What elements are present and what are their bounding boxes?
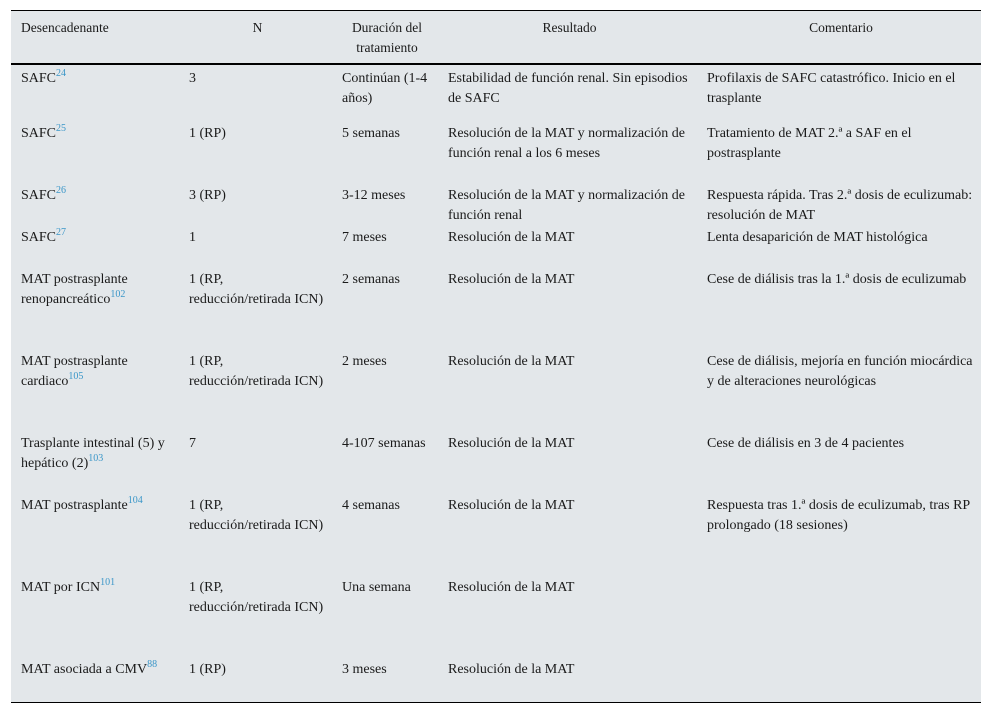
reference-link[interactable]: 26 [56, 186, 67, 196]
cell-trigger [11, 496, 179, 578]
trigger-text: SAFC [21, 126, 57, 141]
cell-duration: Continúan (1-4 años) [342, 71, 428, 106]
table-row [11, 228, 981, 270]
cell-result: Estabilidad de función renal. Sin episodios de SAFC [448, 71, 688, 106]
eculizumab-treatment-table [11, 10, 981, 703]
reference-link[interactable]: 25 [56, 124, 67, 134]
cell-duration: 4 semanas [342, 498, 400, 513]
cell-comment: Cese de diálisis en 3 de 4 pacientes [707, 436, 905, 451]
cell-result: Resolución de la MAT y normalización de función renal [448, 188, 685, 223]
cell-n: 1 (RP) [189, 662, 226, 677]
cell-trigger [11, 228, 179, 270]
trigger-text: SAFC [21, 188, 57, 203]
cell-trigger [11, 64, 179, 124]
cell-comment [697, 578, 981, 660]
cell-trigger [11, 352, 179, 434]
trigger-text: MAT asociada a CMV [21, 662, 148, 677]
cell-duration: 7 meses [342, 230, 387, 245]
cell-result: Resolución de la MAT [448, 580, 575, 595]
cell-n: 1 (RP) [189, 126, 226, 141]
reference-link[interactable]: 103 [88, 453, 104, 464]
table-row [11, 352, 981, 434]
reference-link[interactable]: 105 [68, 371, 84, 382]
cell-duration: 2 meses [342, 354, 387, 369]
cell-comment: Cese de diálisis, mejoría en función miocárdica y de alteraciones neurológicas [707, 354, 973, 389]
cell-result: Resolución de la MAT y normalización de función renal a los 6 meses [448, 126, 685, 161]
cell-result: Resolución de la MAT [448, 272, 575, 287]
cell-n: 1 (RP, reducción/retirada ICN) [189, 580, 324, 615]
header-row [11, 11, 981, 64]
trigger-text: SAFC [21, 71, 57, 86]
cell-comment: Cese de diálisis tras la 1.ª dosis de eculizumab [707, 272, 967, 287]
table-body [11, 64, 981, 702]
table-header [11, 11, 981, 64]
trigger-text: SAFC [21, 230, 57, 245]
cell-duration: 3-12 meses [342, 188, 406, 203]
cell-n: 1 (RP, reducción/retirada ICN) [189, 498, 324, 533]
reference-link[interactable]: 24 [56, 68, 67, 79]
cell-comment: Respuesta rápida. Tras 2.ª dosis de eculizumab: resolución de MAT [707, 188, 973, 223]
cell-n: 7 [189, 436, 196, 451]
cell-trigger [11, 660, 179, 702]
cell-result: Resolución de la MAT [448, 354, 575, 369]
cell-comment: Respuesta tras 1.ª dosis de eculizumab, tras RP prolongado (18 sesiones) [707, 498, 970, 533]
table-row [11, 186, 981, 228]
table-row [11, 124, 981, 186]
cell-comment: Lenta desaparición de MAT histológica [707, 230, 928, 245]
cell-result: Resolución de la MAT [448, 662, 575, 677]
trigger-text: MAT postrasplante renopancreático [21, 272, 128, 307]
table-row [11, 578, 981, 660]
table-row [11, 660, 981, 702]
cell-result: Resolución de la MAT [448, 436, 575, 451]
trigger-text: MAT por ICN [21, 580, 101, 595]
cell-duration: 2 semanas [342, 272, 400, 287]
trigger-text: MAT postrasplante cardiaco [21, 354, 128, 389]
reference-link[interactable]: 88 [147, 660, 158, 670]
cell-comment: Profilaxis de SAFC catastrófico. Inicio en el trasplante [707, 71, 956, 106]
header-comment: Comentario [697, 11, 981, 64]
cell-comment [697, 660, 981, 702]
header-n: N [179, 11, 332, 64]
cell-trigger [11, 186, 179, 228]
cell-trigger [11, 434, 179, 496]
cell-duration: Una semana [342, 580, 411, 595]
cell-duration: 4-107 semanas [342, 436, 426, 451]
cell-trigger [11, 578, 179, 660]
header-trigger: Desencadenante [11, 11, 179, 64]
reference-link[interactable]: 102 [110, 289, 126, 300]
table-row [11, 64, 981, 124]
trigger-text: Trasplante intestinal (5) y hepático (2) [21, 436, 165, 471]
table-row [11, 434, 981, 496]
cell-trigger [11, 270, 179, 352]
cell-result: Resolución de la MAT [448, 498, 575, 513]
cell-n: 3 [189, 71, 196, 86]
trigger-text: MAT postrasplante [21, 498, 128, 513]
reference-link[interactable]: 104 [127, 496, 143, 506]
cell-result: Resolución de la MAT [448, 230, 575, 245]
cell-duration: 3 meses [342, 662, 387, 677]
cell-duration: 5 semanas [342, 126, 400, 141]
cell-n: 1 (RP, reducción/retirada ICN) [189, 354, 324, 389]
cell-comment: Tratamiento de MAT 2.ª a SAF en el postrasplante [707, 126, 912, 161]
data-table [11, 11, 981, 702]
table-row [11, 496, 981, 578]
cell-n: 3 (RP) [189, 188, 226, 203]
cell-trigger [11, 124, 179, 186]
cell-n: 1 (RP, reducción/retirada ICN) [189, 272, 324, 307]
reference-link[interactable]: 101 [100, 578, 116, 588]
cell-n: 1 [189, 230, 196, 245]
header-result: Resultado [438, 11, 697, 64]
header-duration: Duración del tratamiento [332, 11, 438, 64]
reference-link[interactable]: 27 [56, 228, 67, 238]
table-row [11, 270, 981, 352]
